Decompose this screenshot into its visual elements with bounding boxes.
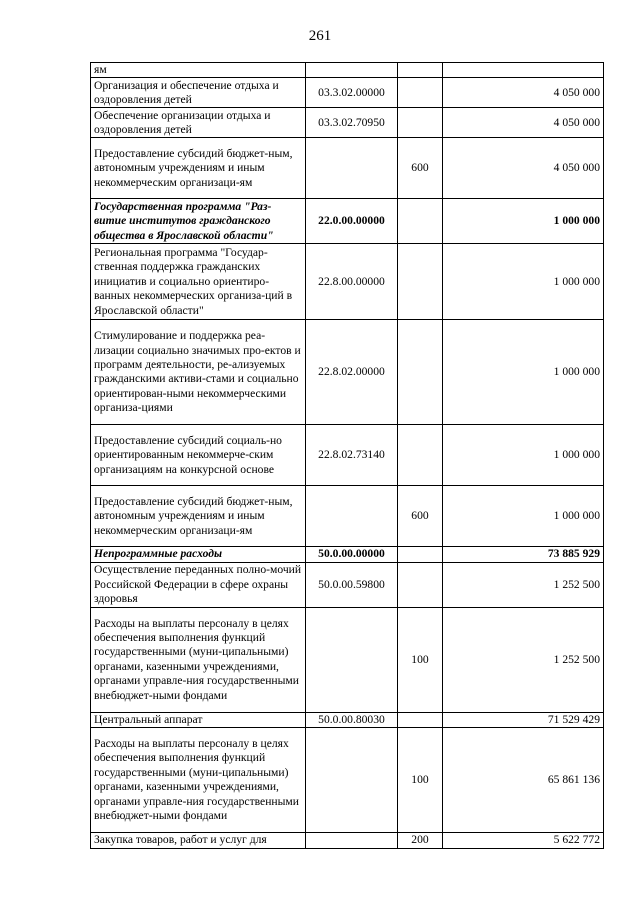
row-name-cell: Расходы на выплаты персоналу в целях обеспечения выполнения функций государственными (муни-ципальными) органами, казенными учреждениями, органами управле-ния государственными внебюджет-ными фондами bbox=[91, 607, 306, 712]
row-name-cell: Расходы на выплаты персоналу в целях обеспечения выполнения функций государственными (муни-ципальными) органами, казенными учреждениями, органами управле-ния государственными внебюджет-ными фондами bbox=[91, 728, 306, 833]
row-amount-cell: 1 252 500 bbox=[443, 607, 604, 712]
row-name-cell: Центральный аппарат bbox=[91, 712, 306, 727]
row-name-cell: Предоставление субсидий бюджет-ным, автономным учреждениям и иным некоммерческим организаци-ям bbox=[91, 138, 306, 199]
row-amount-cell: 1 000 000 bbox=[443, 486, 604, 547]
table-row bbox=[91, 425, 604, 486]
row-expense-type-cell bbox=[398, 562, 443, 607]
row-code-cell: 50.0.00.80030 bbox=[306, 712, 398, 727]
row-code-cell: 03.3.02.00000 bbox=[306, 78, 398, 108]
row-expense-type-cell bbox=[398, 244, 443, 320]
table-row bbox=[91, 486, 604, 547]
row-amount-cell: 73 885 929 bbox=[443, 547, 604, 562]
row-code-cell bbox=[306, 728, 398, 833]
row-name-cell: Обеспечение организации отдыха и оздоровления детей bbox=[91, 108, 306, 138]
row-expense-type-cell bbox=[398, 199, 443, 244]
row-amount-cell: 4 050 000 bbox=[443, 78, 604, 108]
row-expense-type-cell: 200 bbox=[398, 833, 443, 848]
row-code-cell bbox=[306, 63, 398, 78]
row-code-cell: 22.8.02.00000 bbox=[306, 320, 398, 425]
row-expense-type-cell bbox=[398, 320, 443, 425]
row-amount-cell: 1 000 000 bbox=[443, 199, 604, 244]
row-amount-cell: 1 000 000 bbox=[443, 320, 604, 425]
row-expense-type-cell bbox=[398, 547, 443, 562]
row-amount-cell: 5 622 772 bbox=[443, 833, 604, 848]
table-row bbox=[91, 138, 604, 199]
budget-table bbox=[90, 62, 604, 849]
row-code-cell: 50.0.00.00000 bbox=[306, 547, 398, 562]
row-name-cell: Предоставление субсидий социаль-но ориентированным некоммерче-ским организациям на конкурсной основе bbox=[91, 425, 306, 486]
table-row bbox=[91, 562, 604, 607]
table-row bbox=[91, 63, 604, 78]
row-amount-cell: 4 050 000 bbox=[443, 138, 604, 199]
row-amount-cell: 1 000 000 bbox=[443, 244, 604, 320]
table-row bbox=[91, 712, 604, 727]
table-row-program bbox=[91, 547, 604, 562]
row-amount-cell: 71 529 429 bbox=[443, 712, 604, 727]
row-name-cell: Региональная программа "Государ-ственная поддержка гражданских инициатив и социально ориентиро-ванных некоммерческих организа-ций в Ярославской области" bbox=[91, 244, 306, 320]
row-amount-cell: 65 861 136 bbox=[443, 728, 604, 833]
row-expense-type-cell bbox=[398, 425, 443, 486]
row-name-cell: Государственная программа "Раз-витие институтов гражданского общества в Ярославской области" bbox=[91, 199, 306, 244]
row-amount-cell: 1 000 000 bbox=[443, 425, 604, 486]
table-row bbox=[91, 607, 604, 712]
row-expense-type-cell bbox=[398, 63, 443, 78]
page-number: 261 bbox=[308, 28, 332, 44]
row-expense-type-cell: 100 bbox=[398, 728, 443, 833]
row-expense-type-cell bbox=[398, 712, 443, 727]
table-row bbox=[91, 728, 604, 833]
row-name-cell: Осуществление переданных полно-мочий Российской Федерации в сфере охраны здоровья bbox=[91, 562, 306, 607]
row-name-cell: Закупка товаров, работ и услуг для bbox=[91, 833, 306, 848]
row-code-cell: 22.0.00.00000 bbox=[306, 199, 398, 244]
row-amount-cell: 4 050 000 bbox=[443, 108, 604, 138]
row-expense-type-cell: 600 bbox=[398, 138, 443, 199]
row-code-cell bbox=[306, 607, 398, 712]
row-name-cell: Предоставление субсидий бюджет-ным, автономным учреждениям и иным некоммерческим организаци-ям bbox=[91, 486, 306, 547]
table-row bbox=[91, 244, 604, 320]
row-code-cell: 03.3.02.70950 bbox=[306, 108, 398, 138]
row-name-cell: Непрограммные расходы bbox=[91, 547, 306, 562]
table-row bbox=[91, 78, 604, 108]
row-expense-type-cell bbox=[398, 78, 443, 108]
row-code-cell bbox=[306, 833, 398, 848]
row-code-cell: 22.8.00.00000 bbox=[306, 244, 398, 320]
row-code-cell bbox=[306, 486, 398, 547]
table-row-program bbox=[91, 199, 604, 244]
table-row bbox=[91, 320, 604, 425]
row-code-cell: 22.8.02.73140 bbox=[306, 425, 398, 486]
row-amount-cell bbox=[443, 63, 604, 78]
row-name-cell: Стимулирование и поддержка реа-лизации социально значимых про-ектов и программ деятельности, ре-ализуемых гражданскими активи-стами и социально ориентирован-ными некоммерческими организа-циями bbox=[91, 320, 306, 425]
row-code-cell bbox=[306, 138, 398, 199]
table-row bbox=[91, 108, 604, 138]
row-expense-type-cell bbox=[398, 108, 443, 138]
row-expense-type-cell: 100 bbox=[398, 607, 443, 712]
row-name-cell: Организация и обеспечение отдыха и оздоровления детей bbox=[91, 78, 306, 108]
table-row bbox=[91, 833, 604, 848]
row-amount-cell: 1 252 500 bbox=[443, 562, 604, 607]
row-name-cell: ям bbox=[91, 63, 306, 78]
row-code-cell: 50.0.00.59800 bbox=[306, 562, 398, 607]
row-expense-type-cell: 600 bbox=[398, 486, 443, 547]
